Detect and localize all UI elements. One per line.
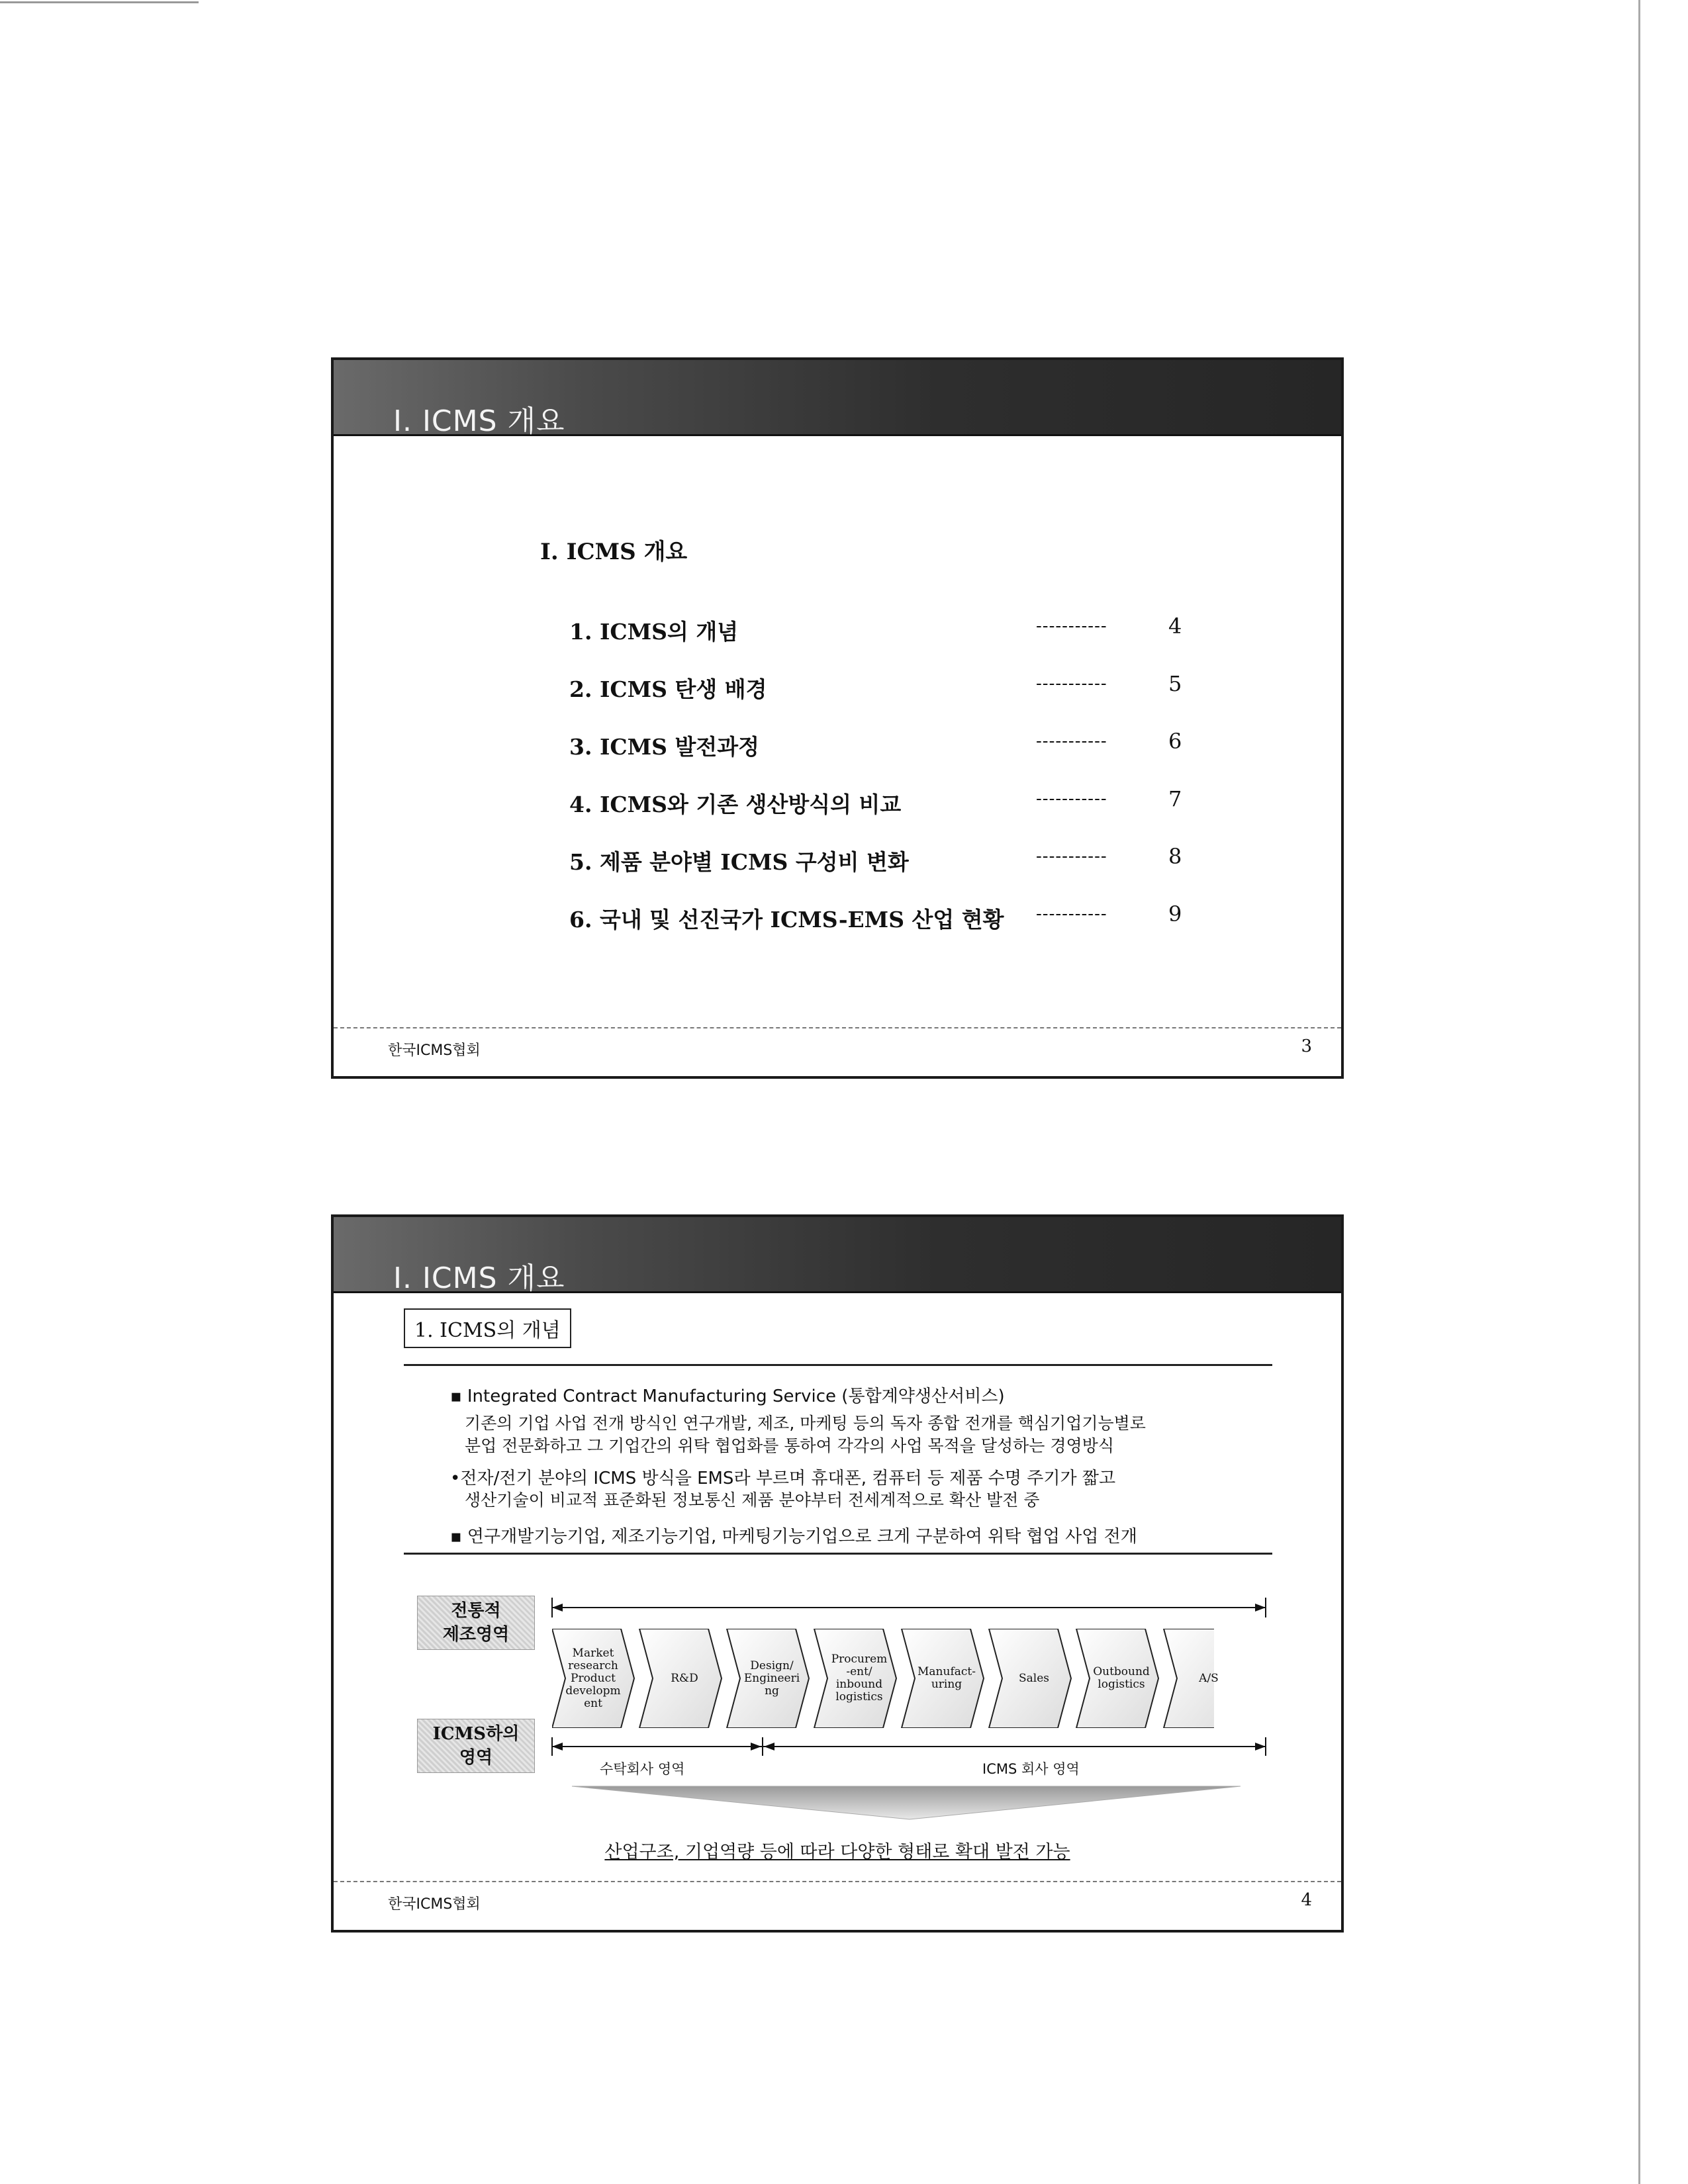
chevron-text: logistics — [835, 1690, 883, 1704]
chevron-text: logistics — [1098, 1678, 1145, 1691]
chevron-label-manufacturing — [912, 1629, 981, 1728]
chevron-text: research — [568, 1659, 618, 1672]
region-label-consignor: 수탁회사 영역 — [600, 1761, 685, 1777]
toc-heading: I. ICMS 개요 — [540, 539, 688, 565]
slide-header — [334, 360, 1341, 436]
toc-item — [569, 901, 1182, 960]
label-line: 제조영역 — [442, 1625, 510, 1645]
label-line: ICMS하의 — [432, 1724, 520, 1744]
toc-item — [569, 729, 1182, 788]
slide-page-number: 4 — [1301, 1890, 1312, 1910]
bullet-item: ▪ Integrated Contract Manufacturing Service (통합계약생산서비스) — [450, 1387, 1005, 1406]
toc-leader: ----------- — [1036, 731, 1107, 751]
chevron-text: Market — [572, 1646, 614, 1660]
chevron-label-market-research — [559, 1629, 628, 1728]
toc-leader: ----------- — [1036, 904, 1107, 924]
toc-item — [569, 671, 1182, 730]
toc-leader: ----------- — [1036, 674, 1107, 694]
toc-leader: ----------- — [1036, 789, 1107, 809]
scan-edge-line — [1638, 0, 1640, 2184]
footer-organization: 한국ICMS협회 — [388, 1896, 481, 1913]
chevron-text: uring — [931, 1678, 962, 1691]
bullet-text: 생산기술이 비교적 표준화된 정보통신 제품 분야부터 전세계적으로 확산 발전 중 — [465, 1490, 1040, 1510]
toc-list — [569, 614, 1182, 960]
slide-title: I. ICMS 개요 — [393, 1261, 565, 1295]
toc-item — [569, 614, 1182, 672]
toc-leader: ----------- — [1036, 616, 1107, 636]
chevron-text: Design/ — [750, 1659, 794, 1672]
chevron-text: ent — [584, 1696, 602, 1710]
toc-page-number: 8 — [1168, 844, 1182, 869]
slide-title: I. ICMS 개요 — [393, 404, 565, 438]
slide-footer — [334, 1027, 1341, 1076]
toc-page-number: 5 — [1168, 671, 1182, 696]
chevron-label-sales — [1000, 1629, 1068, 1728]
chevron-text: Procurem — [831, 1653, 888, 1666]
toc-item — [569, 786, 1182, 845]
bullet-text: 분업 전문화하고 그 기업간의 위탁 협업화를 통하여 각각의 사업 목적을 달성하는 경영방식 — [465, 1436, 1114, 1455]
toc-item-label: 6. 국내 및 선진국가 ICMS-EMS 산업 현황 — [569, 907, 1004, 933]
bullet-text: 기존의 기업 사업 전개 방식인 연구개발, 제조, 마케팅 등의 독자 종합 전개를 핵심기업기능별로 — [465, 1414, 1146, 1433]
chevron-text: developm — [565, 1684, 621, 1698]
region-span-arrows — [552, 1737, 1266, 1756]
toc-page-number: 9 — [1168, 901, 1182, 927]
region-label-icms: ICMS 회사 영역 — [982, 1761, 1080, 1777]
toc-item-label: 4. ICMS와 기존 생산방식의 비교 — [569, 792, 902, 817]
bullet-item: •전자/전기 분야의 ICMS 방식을 EMS라 부르며 휴대폰, 컴퓨터 등 제품 수명 주기가 짧고 — [450, 1469, 1116, 1488]
chevron-text: Outbound — [1093, 1665, 1150, 1678]
traditional-span-arrow — [552, 1598, 1266, 1617]
arrows-svg — [334, 1217, 1341, 1925]
down-trend-arrow — [572, 1786, 1241, 1819]
chevron-label-outbound — [1087, 1629, 1156, 1728]
slide-footer — [334, 1881, 1341, 1930]
label-line: 전통적 — [451, 1601, 501, 1621]
toc-page-number: 7 — [1168, 786, 1182, 811]
chevron-text: Engineeri — [743, 1671, 800, 1685]
toc-item-label: 1. ICMS의 개념 — [569, 619, 739, 645]
toc-page-number: 6 — [1168, 729, 1182, 754]
scan-mark — [0, 1, 199, 3]
bullet-item: ▪ 연구개발기능기업, 제조기능기업, 마케팅기능기업으로 크게 구분하여 위탁 협업 사업 전개 — [450, 1527, 1137, 1547]
chevron-text: ng — [765, 1684, 779, 1698]
chevron-label-rnd — [650, 1629, 719, 1728]
chevron-label-procurement — [825, 1629, 894, 1728]
chevron-text: inbound — [835, 1678, 883, 1691]
conclusion-text: 산업구조, 기업역량 등에 따라 다양한 형태로 확대 발전 가능 — [604, 1842, 1070, 1862]
chevron-text: R&D — [671, 1671, 698, 1685]
chevron-text: Product — [571, 1671, 616, 1685]
toc-leader: ----------- — [1036, 846, 1107, 866]
toc-item — [569, 844, 1182, 903]
chevron-text: A/S — [1199, 1671, 1219, 1685]
chevron-text: -ent/ — [846, 1665, 872, 1678]
chevron-label-design — [737, 1629, 806, 1728]
chevron-label-as — [1174, 1629, 1243, 1728]
slide-concept — [331, 1214, 1344, 1933]
chevron-text: Sales — [1018, 1671, 1049, 1685]
toc-item-label: 5. 제품 분야별 ICMS 구성비 변화 — [569, 849, 909, 875]
section-title: 1. ICMS의 개념 — [404, 1308, 571, 1348]
slide-toc — [331, 357, 1344, 1079]
slide-page-number: 3 — [1301, 1036, 1312, 1056]
toc-item-label: 3. ICMS 발전과정 — [569, 734, 760, 760]
label-line: 영역 — [459, 1748, 493, 1768]
footer-organization: 한국ICMS협회 — [388, 1042, 481, 1059]
toc-page-number: 4 — [1168, 614, 1182, 639]
toc-item-label: 2. ICMS 탄생 배경 — [569, 676, 767, 702]
value-chain — [552, 1629, 1219, 1728]
chevron-text: Manufact- — [917, 1665, 976, 1678]
